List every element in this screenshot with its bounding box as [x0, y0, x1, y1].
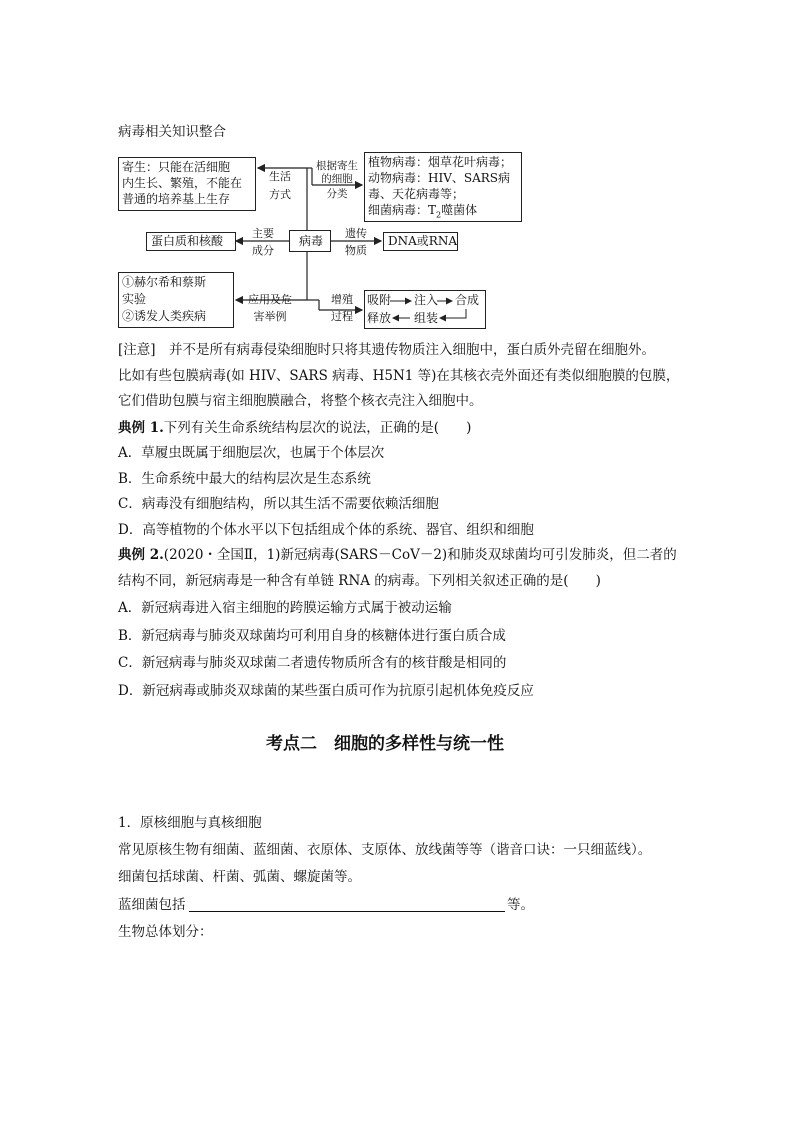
living-line-2: 内生长、繁殖，不能在 — [122, 176, 243, 190]
component-box: 蛋白质和核酸 — [146, 232, 236, 251]
classify-animal: 动物病毒：HIV、SARS病 — [368, 171, 511, 185]
classify-plant: 植物病毒：烟草花叶病毒； — [368, 155, 513, 169]
section-title: 病毒相关知识整合 — [118, 124, 226, 140]
example-1-stem: 典例 1.下列有关生命系统结构层次的说法，正确的是( ) — [118, 420, 472, 436]
section-heading: 考点二 细胞的多样性与统一性 — [266, 734, 504, 754]
example-1-option-c: C．病毒没有细胞结构，所以其生活不需要依赖活细胞 — [118, 496, 439, 512]
example-2-option-c: C．新冠病毒与肺炎双球菌二者遗传物质所含有的核苷酸是相同的 — [118, 655, 507, 671]
example-2-option-b: B．新冠病毒与肺炎双球菌均可利用自身的核糖体进行蛋白质合成 — [118, 628, 506, 644]
part-1-line-3-prefix: 蓝细菌包括 — [118, 897, 186, 913]
classify-animal-2: 毒、天花病毒等； — [368, 187, 465, 201]
note-line-3: 它们借助包膜与宿主细胞膜融合，将整个核衣壳注入细胞中。 — [118, 393, 483, 409]
living-line-3: 普通的培养基上生存 — [122, 192, 231, 206]
example-2-option-d: D．新冠病毒或肺炎双球菌的某些蛋白质可作为抗原引起机体免疫反应 — [118, 683, 534, 699]
living-mode-box — [118, 157, 256, 211]
note-line-1: [注意] 并不是所有病毒侵染细胞时只将其遗传物质注入细胞中，蛋白质外壳留在细胞外。 — [118, 342, 656, 358]
virus-center-box: 病毒 — [289, 230, 331, 252]
reproduction-box: 吸附 注入 合成 释放 组装 — [364, 290, 486, 329]
virus-concept-diagram — [0, 0, 794, 340]
living-line-1: 寄生：只能在活细胞 — [122, 160, 231, 174]
classification-box — [364, 152, 522, 222]
fill-in-blank[interactable] — [189, 911, 505, 912]
example-1-option-b: B．生命系统中最大的结构层次是生态系统 — [118, 471, 371, 487]
application-box: ①赫尔希和蔡斯 实验 ②诱发人类疾病 — [118, 272, 234, 328]
classify-label: 根据寄生 的细胞 分类 — [316, 160, 358, 200]
genetic-box: DNA或RNA — [383, 232, 458, 251]
example-1-option-a: A．草履虫既属于细胞层次，也属于个体层次 — [118, 445, 385, 461]
part-1-line-2: 细菌包括球菌、杆菌、弧菌、螺旋菌等。 — [118, 869, 361, 885]
example-1-option-d: D．高等植物的个体水平以下包括组成个体的系统、器官、组织和细胞 — [118, 522, 534, 538]
reproduction-label: 增殖 过程 — [331, 293, 353, 323]
part-1-title: 1．原核细胞与真核细胞 — [118, 815, 262, 831]
application-label: 应用及危 害举例 — [248, 293, 292, 323]
example-2-stem: 典例 2.(2020・全国Ⅱ，1)新冠病毒(SARS－CoV－2)和肺炎双球菌均可引发肺炎，但二者的 — [118, 547, 677, 563]
component-label: 主要 成分 — [252, 227, 274, 257]
example-2-stem-2: 结构不同，新冠病毒是一种含有单链 RNA 的病毒。下列相关叙述正确的是( ) — [118, 573, 601, 589]
part-1-line-1: 常见原核生物有细菌、蓝细菌、衣原体、支原体、放线菌等等（谐音口诀：一只细蓝线）。 — [118, 842, 652, 858]
part-1-line-3-suffix: 等。 — [507, 897, 534, 913]
part-1-line-4: 生物总体划分： — [118, 924, 213, 940]
genetic-label: 遗传 物质 — [345, 227, 367, 257]
living-label: 生活 方式 — [269, 170, 291, 201]
note-line-2: 比如有些包膜病毒(如 HIV、SARS 病毒、H5N1 等)在其核衣壳外面还有类似细胞膜的包膜， — [118, 368, 680, 384]
example-2-option-a: A．新冠病毒进入宿主细胞的跨膜运输方式属于被动运输 — [118, 600, 452, 616]
classify-bacteria: 细菌病毒：$T_2$噬菌体 — [368, 203, 478, 220]
